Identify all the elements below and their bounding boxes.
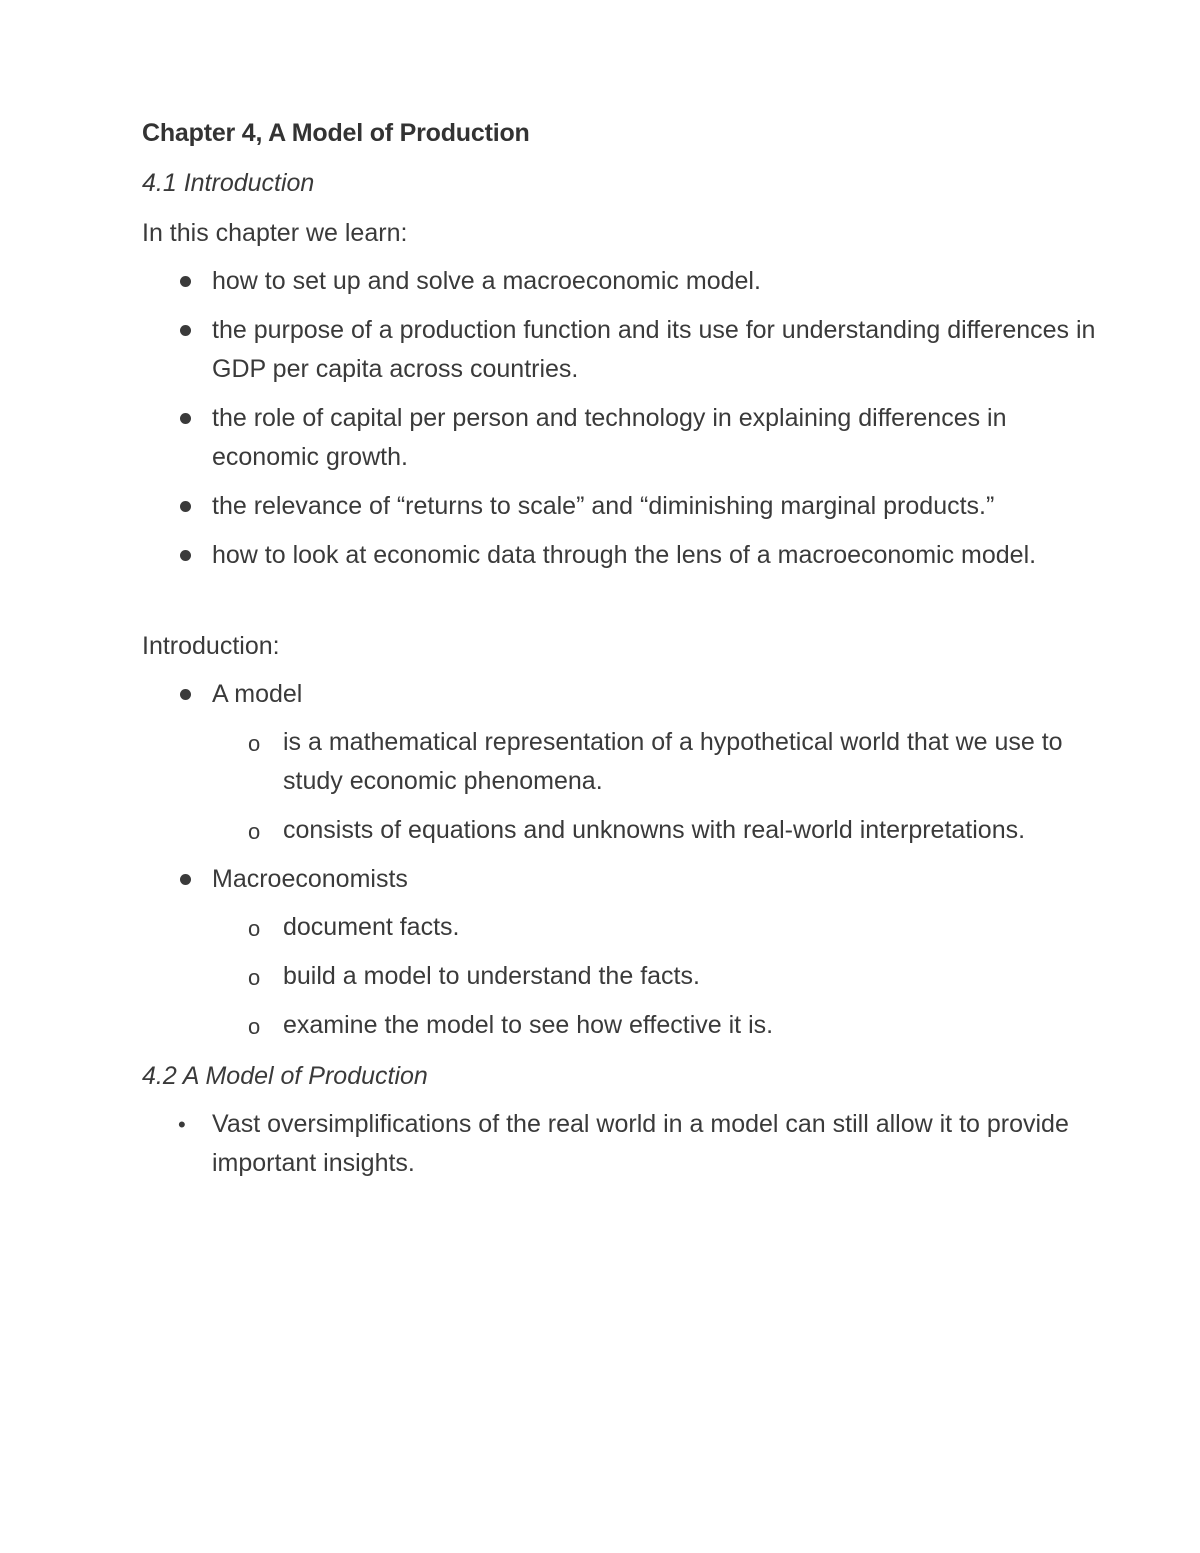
list-item-label: Macroeconomists [212, 865, 408, 893]
list-item [142, 675, 1102, 850]
list-item: the purpose of a production function and its use for understanding differences in GDP per capita across countries. [142, 311, 1102, 389]
list-item: how to look at economic data through the lens of a macroeconomic model. [142, 536, 1102, 575]
list-item: how to set up and solve a macroeconomic model. [142, 262, 1102, 301]
bullet-icon [180, 276, 191, 287]
sub-list-item: o document facts. [212, 908, 1102, 947]
small-bullet-icon: • [178, 1112, 186, 1137]
bullet-icon [180, 689, 191, 700]
learn-intro: In this chapter we learn: [142, 219, 408, 247]
bullet-icon [180, 550, 191, 561]
list-item [142, 860, 1102, 1045]
blank-line [142, 585, 1102, 625]
learning-objectives-list [142, 262, 1102, 575]
circle-bullet-icon: o [248, 819, 261, 844]
section-heading-4-2: 4.2 A Model of Production [142, 1062, 428, 1090]
introduction-list [142, 675, 1102, 1045]
list-item: the relevance of “returns to scale” and “diminishing marginal products.” [142, 487, 1102, 526]
bullet-icon [180, 325, 191, 336]
introduction-label: Introduction: [142, 632, 280, 660]
bullet-icon [180, 501, 191, 512]
model-of-production-list [142, 1105, 1102, 1183]
list-item-label: A model [212, 680, 303, 708]
circle-bullet-icon: o [248, 965, 261, 990]
sub-list [212, 908, 1102, 1045]
chapter-title: Chapter 4, A Model of Production [142, 119, 530, 147]
sub-list-item: o consists of equations and unknowns with real-world interpretations. [212, 811, 1102, 850]
sub-list [212, 723, 1102, 850]
sub-list-item: o is a mathematical representation of a hypothetical world that we use to study economic phenomena. [212, 723, 1102, 801]
list-item: • Vast oversimplifications of the real world in a model can still allow it to provide important insights. [142, 1105, 1102, 1183]
sub-list-item: o build a model to understand the facts. [212, 957, 1102, 996]
list-item: the role of capital per person and technology in explaining differences in economic growth. [142, 399, 1102, 477]
circle-bullet-icon: o [248, 1014, 261, 1039]
sub-list-item: o examine the model to see how effective it is. [212, 1006, 1102, 1045]
section-heading-4-1: 4.1 Introduction [142, 169, 315, 197]
document-page [142, 112, 1102, 1193]
bullet-icon [180, 413, 191, 424]
circle-bullet-icon: o [248, 731, 261, 756]
bullet-icon [180, 874, 191, 885]
circle-bullet-icon: o [248, 916, 261, 941]
